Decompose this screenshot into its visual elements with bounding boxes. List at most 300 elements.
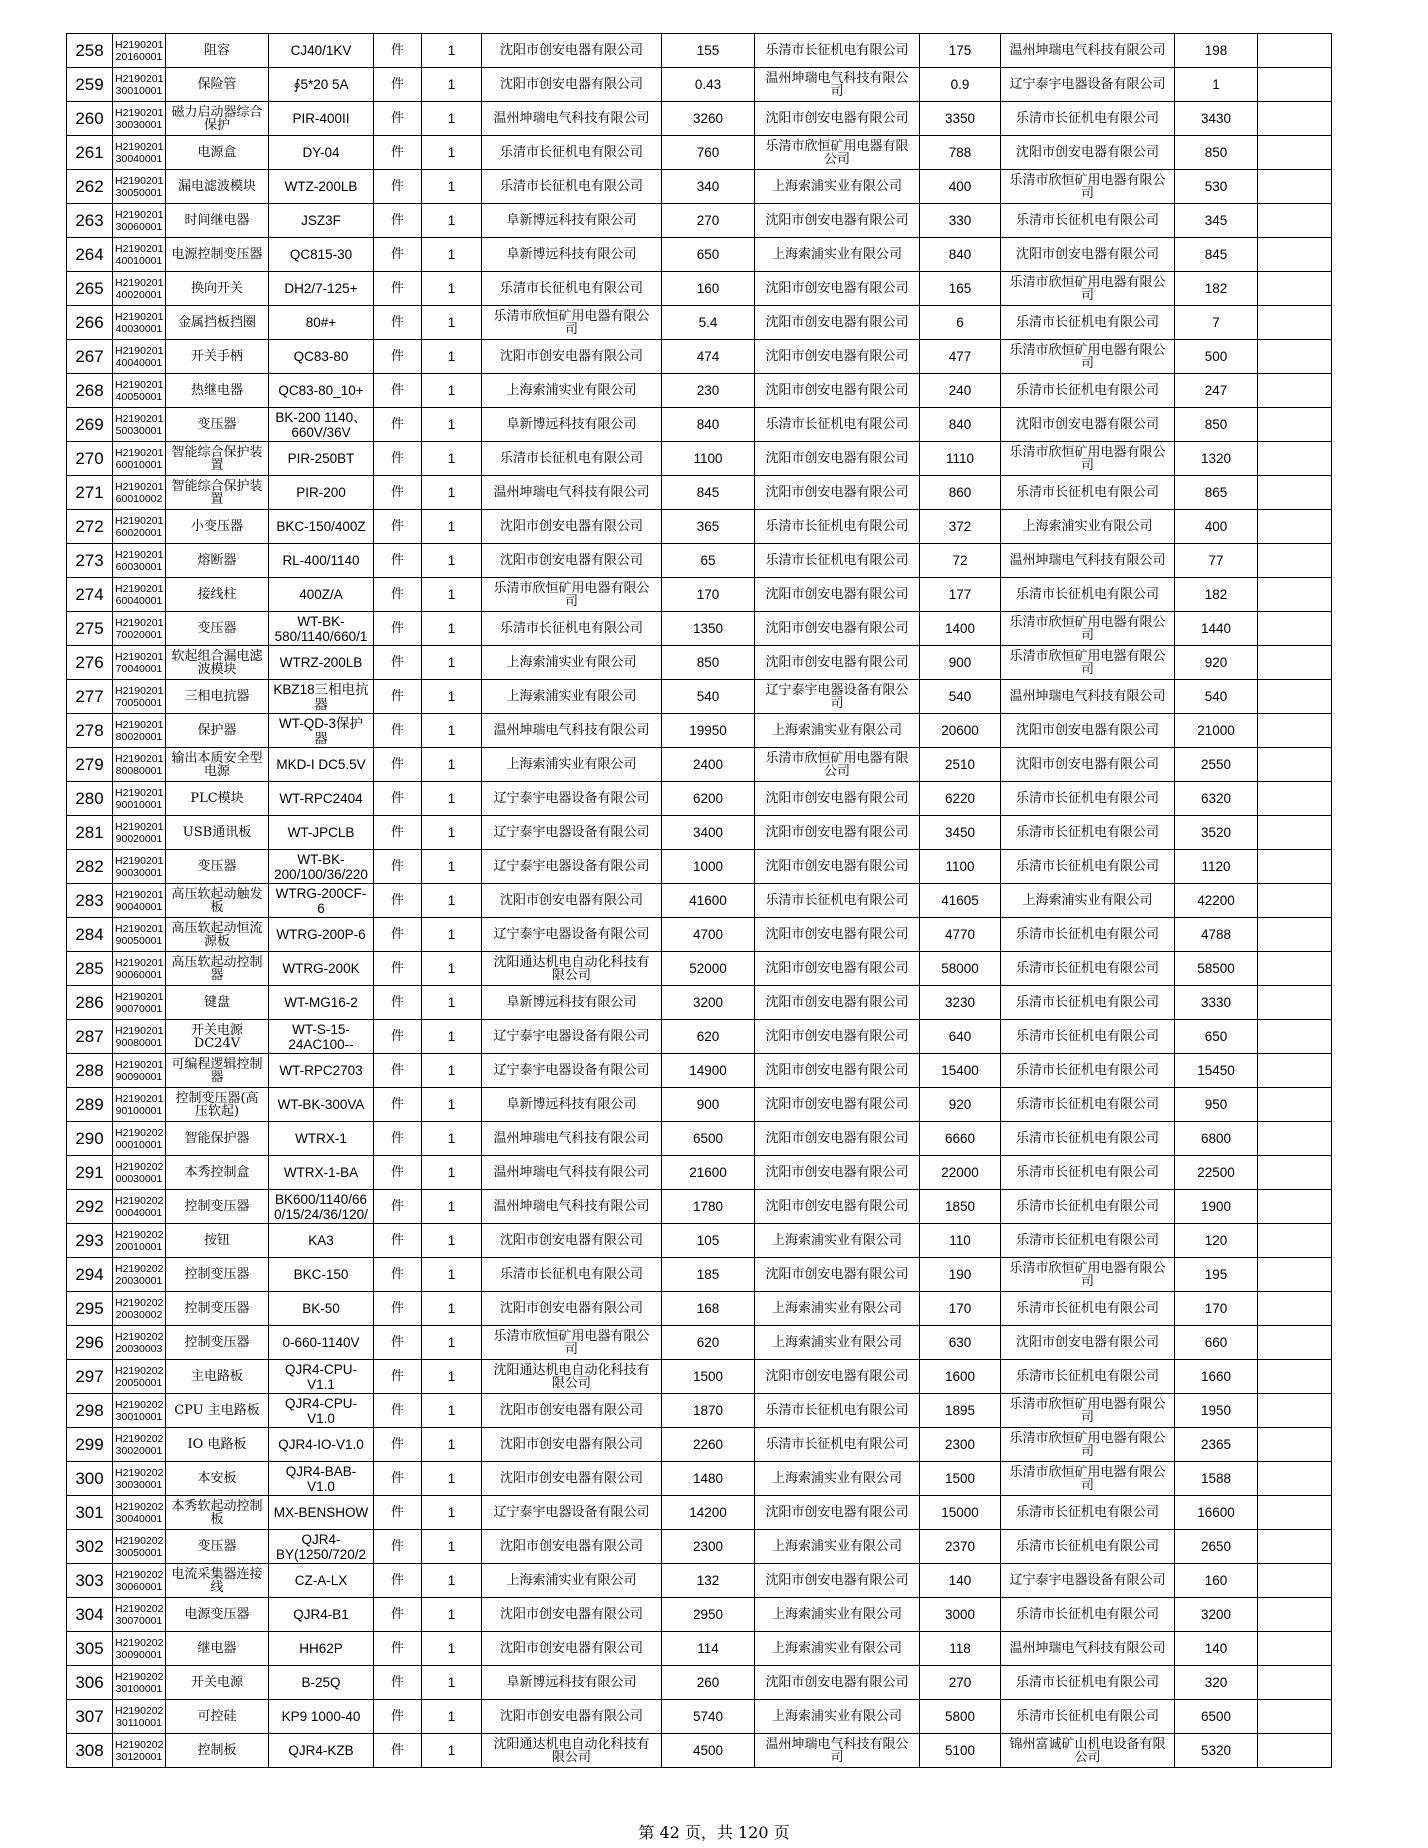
supplier-3-cell: 辽宁泰宇电器设备有限公司 (1001, 1564, 1175, 1598)
model-spec-cell: WTRZ-200LB (269, 646, 374, 680)
remark-cell (1258, 1700, 1332, 1734)
table-row (67, 442, 1332, 476)
unit-cell: 件 (374, 408, 422, 442)
supplier-3-cell: 温州坤瑞电气科技有限公司 (1001, 1632, 1175, 1666)
price-1-cell: 168 (662, 1292, 755, 1326)
row-number-cell: 277 (67, 680, 113, 714)
supplier-3-cell: 辽宁泰宇电器设备有限公司 (1001, 68, 1175, 102)
supplier-2-cell: 沈阳市创安电器有限公司 (755, 442, 920, 476)
price-2-cell: 22000 (920, 1156, 1001, 1190)
price-3-cell: 540 (1175, 680, 1258, 714)
remark-cell (1258, 544, 1332, 578)
price-3-cell: 1320 (1175, 442, 1258, 476)
supplier-2-cell: 沈阳市创安电器有限公司 (755, 306, 920, 340)
price-1-cell: 132 (662, 1564, 755, 1598)
supplier-3-cell: 乐清市长征机电有限公司 (1001, 374, 1175, 408)
table-row (67, 850, 1332, 884)
material-code-cell: H2190201 70020001 (113, 612, 166, 646)
supplier-1-cell: 沈阳市创安电器有限公司 (482, 1598, 662, 1632)
model-spec-cell: PIR-200 (269, 476, 374, 510)
supplier-2-cell: 沈阳市创安电器有限公司 (755, 646, 920, 680)
model-spec-cell: WT-BK- 200/100/36/220 (269, 850, 374, 884)
price-3-cell: 22500 (1175, 1156, 1258, 1190)
price-1-cell: 2300 (662, 1530, 755, 1564)
price-2-cell: 140 (920, 1564, 1001, 1598)
price-2-cell: 5800 (920, 1700, 1001, 1734)
unit-cell: 件 (374, 578, 422, 612)
price-1-cell: 170 (662, 578, 755, 612)
remark-cell (1258, 1666, 1332, 1700)
supplier-3-cell: 沈阳市创安电器有限公司 (1001, 748, 1175, 782)
table-row (67, 1598, 1332, 1632)
unit-cell: 件 (374, 170, 422, 204)
quantity-cell: 1 (422, 952, 482, 986)
row-number-cell: 282 (67, 850, 113, 884)
price-2-cell: 640 (920, 1020, 1001, 1054)
remark-cell (1258, 170, 1332, 204)
price-2-cell: 330 (920, 204, 1001, 238)
material-name-cell: 高压软起动恒流 源板 (166, 918, 269, 952)
unit-cell: 件 (374, 272, 422, 306)
price-2-cell: 15400 (920, 1054, 1001, 1088)
table-row (67, 1054, 1332, 1088)
supplier-1-cell: 辽宁泰宇电器设备有限公司 (482, 918, 662, 952)
table-row (67, 612, 1332, 646)
price-1-cell: 41600 (662, 884, 755, 918)
supplier-1-cell: 沈阳市创安电器有限公司 (482, 340, 662, 374)
unit-cell: 件 (374, 816, 422, 850)
remark-cell (1258, 136, 1332, 170)
table-row (67, 544, 1332, 578)
table-row (67, 1462, 1332, 1496)
supplier-2-cell: 温州坤瑞电气科技有限公 司 (755, 1734, 920, 1768)
material-code-cell: H2190201 30030001 (113, 102, 166, 136)
unit-cell: 件 (374, 1564, 422, 1598)
quantity-cell: 1 (422, 340, 482, 374)
table-body (67, 34, 1332, 1768)
row-number-cell: 292 (67, 1190, 113, 1224)
material-name-cell: 开关电源 DC24V (166, 1020, 269, 1054)
row-number-cell: 295 (67, 1292, 113, 1326)
price-1-cell: 365 (662, 510, 755, 544)
quantity-cell: 1 (422, 646, 482, 680)
price-3-cell: 3330 (1175, 986, 1258, 1020)
supplier-2-cell: 温州坤瑞电气科技有限公 司 (755, 68, 920, 102)
remark-cell (1258, 748, 1332, 782)
model-spec-cell: KP9 1000-40 (269, 1700, 374, 1734)
supplier-1-cell: 沈阳市创安电器有限公司 (482, 544, 662, 578)
unit-cell: 件 (374, 1156, 422, 1190)
price-2-cell: 270 (920, 1666, 1001, 1700)
remark-cell (1258, 1394, 1332, 1428)
supplier-3-cell: 沈阳市创安电器有限公司 (1001, 714, 1175, 748)
supplier-2-cell: 沈阳市创安电器有限公司 (755, 952, 920, 986)
table-row (67, 272, 1332, 306)
price-1-cell: 230 (662, 374, 755, 408)
supplier-3-cell: 乐清市欣恒矿用电器有限公 司 (1001, 340, 1175, 374)
price-3-cell: 400 (1175, 510, 1258, 544)
supplier-3-cell: 温州坤瑞电气科技有限公司 (1001, 544, 1175, 578)
quantity-cell: 1 (422, 204, 482, 238)
row-number-cell: 279 (67, 748, 113, 782)
material-code-cell: H2190201 60040001 (113, 578, 166, 612)
price-2-cell: 1600 (920, 1360, 1001, 1394)
row-number-cell: 270 (67, 442, 113, 476)
unit-cell: 件 (374, 612, 422, 646)
material-name-cell: 热继电器 (166, 374, 269, 408)
supplier-2-cell: 沈阳市创安电器有限公司 (755, 1666, 920, 1700)
model-spec-cell: BK-50 (269, 1292, 374, 1326)
quantity-cell: 1 (422, 34, 482, 68)
unit-cell: 件 (374, 714, 422, 748)
material-code-cell: H2190202 30010001 (113, 1394, 166, 1428)
supplier-2-cell: 上海索浦实业有限公司 (755, 1224, 920, 1258)
price-3-cell: 42200 (1175, 884, 1258, 918)
material-code-cell: H2190202 20030002 (113, 1292, 166, 1326)
model-spec-cell: WT-MG16-2 (269, 986, 374, 1020)
price-1-cell: 620 (662, 1326, 755, 1360)
unit-cell: 件 (374, 1360, 422, 1394)
supplier-3-cell: 乐清市长征机电有限公司 (1001, 1054, 1175, 1088)
row-number-cell: 259 (67, 68, 113, 102)
model-spec-cell: WTZ-200LB (269, 170, 374, 204)
price-3-cell: 182 (1175, 272, 1258, 306)
price-3-cell: 530 (1175, 170, 1258, 204)
table-row (67, 646, 1332, 680)
table-row (67, 1224, 1332, 1258)
table-row (67, 986, 1332, 1020)
material-code-cell: H2190202 30030001 (113, 1462, 166, 1496)
supplier-3-cell: 乐清市长征机电有限公司 (1001, 1666, 1175, 1700)
material-name-cell: 漏电滤波模块 (166, 170, 269, 204)
unit-cell: 件 (374, 850, 422, 884)
remark-cell (1258, 714, 1332, 748)
supplier-3-cell: 乐清市长征机电有限公司 (1001, 1088, 1175, 1122)
price-2-cell: 20600 (920, 714, 1001, 748)
price-2-cell: 72 (920, 544, 1001, 578)
remark-cell (1258, 1462, 1332, 1496)
supplier-2-cell: 乐清市长征机电有限公司 (755, 1428, 920, 1462)
price-2-cell: 6220 (920, 782, 1001, 816)
price-1-cell: 760 (662, 136, 755, 170)
price-1-cell: 4500 (662, 1734, 755, 1768)
model-spec-cell: BKC-150 (269, 1258, 374, 1292)
supplier-2-cell: 沈阳市创安电器有限公司 (755, 918, 920, 952)
price-3-cell: 5320 (1175, 1734, 1258, 1768)
supplier-1-cell: 沈阳市创安电器有限公司 (482, 1394, 662, 1428)
table-row (67, 238, 1332, 272)
price-3-cell: 500 (1175, 340, 1258, 374)
price-3-cell: 170 (1175, 1292, 1258, 1326)
table-row (67, 1156, 1332, 1190)
supplier-2-cell: 沈阳市创安电器有限公司 (755, 612, 920, 646)
price-3-cell: 6500 (1175, 1700, 1258, 1734)
material-name-cell: 高压软起动触发 板 (166, 884, 269, 918)
model-spec-cell: CJ40/1KV (269, 34, 374, 68)
unit-cell: 件 (374, 102, 422, 136)
price-3-cell: 1588 (1175, 1462, 1258, 1496)
table-row (67, 204, 1332, 238)
material-code-cell: H2190201 60020001 (113, 510, 166, 544)
price-2-cell: 2370 (920, 1530, 1001, 1564)
quantity-cell: 1 (422, 1292, 482, 1326)
price-3-cell: 1950 (1175, 1394, 1258, 1428)
row-number-cell: 285 (67, 952, 113, 986)
quantity-cell: 1 (422, 170, 482, 204)
remark-cell (1258, 102, 1332, 136)
model-spec-cell: WT-BK-300VA (269, 1088, 374, 1122)
unit-cell: 件 (374, 1224, 422, 1258)
material-name-cell: 高压软起动控制 器 (166, 952, 269, 986)
material-code-cell: H2190201 90100001 (113, 1088, 166, 1122)
row-number-cell: 301 (67, 1496, 113, 1530)
supplier-3-cell: 乐清市长征机电有限公司 (1001, 1530, 1175, 1564)
table-row (67, 884, 1332, 918)
remark-cell (1258, 408, 1332, 442)
price-3-cell: 21000 (1175, 714, 1258, 748)
price-3-cell: 920 (1175, 646, 1258, 680)
price-1-cell: 21600 (662, 1156, 755, 1190)
model-spec-cell: 80#+ (269, 306, 374, 340)
model-spec-cell: WTRG-200K (269, 952, 374, 986)
price-1-cell: 5.4 (662, 306, 755, 340)
material-code-cell: H2190202 30100001 (113, 1666, 166, 1700)
unit-cell: 件 (374, 1258, 422, 1292)
price-3-cell: 660 (1175, 1326, 1258, 1360)
supplier-1-cell: 辽宁泰宇电器设备有限公司 (482, 1496, 662, 1530)
quantity-cell: 1 (422, 1632, 482, 1666)
price-2-cell: 165 (920, 272, 1001, 306)
model-spec-cell: B-25Q (269, 1666, 374, 1700)
unit-cell: 件 (374, 1734, 422, 1768)
quantity-cell: 1 (422, 1190, 482, 1224)
price-2-cell: 190 (920, 1258, 1001, 1292)
unit-cell: 件 (374, 952, 422, 986)
price-2-cell: 1400 (920, 612, 1001, 646)
unit-cell: 件 (374, 1190, 422, 1224)
model-spec-cell: DY-04 (269, 136, 374, 170)
price-1-cell: 2400 (662, 748, 755, 782)
price-3-cell: 650 (1175, 1020, 1258, 1054)
table-row (67, 408, 1332, 442)
row-number-cell: 262 (67, 170, 113, 204)
supplier-1-cell: 乐清市欣恒矿用电器有限公 司 (482, 1326, 662, 1360)
model-spec-cell: WT-RPC2703 (269, 1054, 374, 1088)
remark-cell (1258, 1496, 1332, 1530)
supplier-2-cell: 沈阳市创安电器有限公司 (755, 1088, 920, 1122)
remark-cell (1258, 612, 1332, 646)
price-3-cell: 120 (1175, 1224, 1258, 1258)
supplier-3-cell: 乐清市长征机电有限公司 (1001, 816, 1175, 850)
unit-cell: 件 (374, 1326, 422, 1360)
material-name-cell: 键盘 (166, 986, 269, 1020)
material-code-cell: H2190201 90080001 (113, 1020, 166, 1054)
supplier-1-cell: 辽宁泰宇电器设备有限公司 (482, 850, 662, 884)
price-1-cell: 900 (662, 1088, 755, 1122)
material-code-cell: H2190201 60030001 (113, 544, 166, 578)
unit-cell: 件 (374, 544, 422, 578)
model-spec-cell: QC83-80 (269, 340, 374, 374)
page-footer: 第 42 页，共 120 页 (638, 1823, 790, 1842)
supplier-1-cell: 沈阳市创安电器有限公司 (482, 1632, 662, 1666)
remark-cell (1258, 1020, 1332, 1054)
material-name-cell: USB通讯板 (166, 816, 269, 850)
material-name-cell: 控制变压器 (166, 1190, 269, 1224)
remark-cell (1258, 986, 1332, 1020)
material-code-cell: H2190202 20050001 (113, 1360, 166, 1394)
supplier-2-cell: 沈阳市创安电器有限公司 (755, 816, 920, 850)
supplier-1-cell: 辽宁泰宇电器设备有限公司 (482, 816, 662, 850)
supplier-1-cell: 沈阳通达机电自动化科技有 限公司 (482, 1360, 662, 1394)
material-name-cell: 智能综合保护装 置 (166, 442, 269, 476)
material-code-cell: H2190201 80080001 (113, 748, 166, 782)
quantity-cell: 1 (422, 1598, 482, 1632)
price-2-cell: 400 (920, 170, 1001, 204)
remark-cell (1258, 476, 1332, 510)
table-row (67, 1326, 1332, 1360)
price-3-cell: 182 (1175, 578, 1258, 612)
unit-cell: 件 (374, 1292, 422, 1326)
supplier-2-cell: 沈阳市创安电器有限公司 (755, 850, 920, 884)
model-spec-cell: WTRG-200P-6 (269, 918, 374, 952)
table-row (67, 34, 1332, 68)
table-row (67, 952, 1332, 986)
unit-cell: 件 (374, 340, 422, 374)
supplier-2-cell: 乐清市长征机电有限公司 (755, 1394, 920, 1428)
remark-cell (1258, 1156, 1332, 1190)
material-code-cell: H2190201 30060001 (113, 204, 166, 238)
material-code-cell: H2190202 00030001 (113, 1156, 166, 1190)
remark-cell (1258, 578, 1332, 612)
price-1-cell: 14900 (662, 1054, 755, 1088)
price-1-cell: 474 (662, 340, 755, 374)
model-spec-cell: QC815-30 (269, 238, 374, 272)
material-name-cell: 智能保护器 (166, 1122, 269, 1156)
row-number-cell: 291 (67, 1156, 113, 1190)
price-1-cell: 2260 (662, 1428, 755, 1462)
model-spec-cell: MX-BENSHOW (269, 1496, 374, 1530)
price-1-cell: 1870 (662, 1394, 755, 1428)
table-row (67, 340, 1332, 374)
price-3-cell: 16600 (1175, 1496, 1258, 1530)
supplier-2-cell: 沈阳市创安电器有限公司 (755, 272, 920, 306)
remark-cell (1258, 1428, 1332, 1462)
unit-cell: 件 (374, 1496, 422, 1530)
price-2-cell: 240 (920, 374, 1001, 408)
model-spec-cell: JSZ3F (269, 204, 374, 238)
row-number-cell: 264 (67, 238, 113, 272)
price-3-cell: 1900 (1175, 1190, 1258, 1224)
row-number-cell: 267 (67, 340, 113, 374)
row-number-cell: 268 (67, 374, 113, 408)
supplier-1-cell: 乐清市长征机电有限公司 (482, 612, 662, 646)
price-1-cell: 14200 (662, 1496, 755, 1530)
remark-cell (1258, 1632, 1332, 1666)
supplier-2-cell: 沈阳市创安电器有限公司 (755, 1258, 920, 1292)
supplier-3-cell: 温州坤瑞电气科技有限公司 (1001, 680, 1175, 714)
price-3-cell: 3430 (1175, 102, 1258, 136)
unit-cell: 件 (374, 782, 422, 816)
material-name-cell: 软起组合漏电滤 波模块 (166, 646, 269, 680)
remark-cell (1258, 1292, 1332, 1326)
quantity-cell: 1 (422, 816, 482, 850)
remark-cell (1258, 918, 1332, 952)
unit-cell: 件 (374, 510, 422, 544)
supplier-1-cell: 沈阳市创安电器有限公司 (482, 1530, 662, 1564)
price-1-cell: 3200 (662, 986, 755, 1020)
material-code-cell: H2190201 20160001 (113, 34, 166, 68)
material-code-cell: H2190202 30020001 (113, 1428, 166, 1462)
material-code-cell: H2190201 40020001 (113, 272, 166, 306)
model-spec-cell: BKC-150/400Z (269, 510, 374, 544)
remark-cell (1258, 1054, 1332, 1088)
table-row (67, 1122, 1332, 1156)
supplier-3-cell: 乐清市长征机电有限公司 (1001, 1224, 1175, 1258)
model-spec-cell: PIR-400II (269, 102, 374, 136)
material-name-cell: 三相电抗器 (166, 680, 269, 714)
supplier-3-cell: 乐清市长征机电有限公司 (1001, 306, 1175, 340)
quantity-cell: 1 (422, 68, 482, 102)
row-number-cell: 274 (67, 578, 113, 612)
material-name-cell: 控制变压器 (166, 1326, 269, 1360)
table-row (67, 170, 1332, 204)
quantity-cell: 1 (422, 272, 482, 306)
quantity-cell: 1 (422, 680, 482, 714)
material-code-cell: H2190202 30110001 (113, 1700, 166, 1734)
supplier-3-cell: 乐清市长征机电有限公司 (1001, 476, 1175, 510)
row-number-cell: 307 (67, 1700, 113, 1734)
material-name-cell: 按钮 (166, 1224, 269, 1258)
model-spec-cell: DH2/7-125+ (269, 272, 374, 306)
supplier-2-cell: 上海索浦实业有限公司 (755, 1530, 920, 1564)
price-2-cell: 1100 (920, 850, 1001, 884)
supplier-1-cell: 上海索浦实业有限公司 (482, 680, 662, 714)
row-number-cell: 269 (67, 408, 113, 442)
price-1-cell: 845 (662, 476, 755, 510)
price-3-cell: 1440 (1175, 612, 1258, 646)
material-code-cell: H2190202 20010001 (113, 1224, 166, 1258)
price-2-cell: 175 (920, 34, 1001, 68)
remark-cell (1258, 1122, 1332, 1156)
material-code-cell: H2190202 30050001 (113, 1530, 166, 1564)
material-code-cell: H2190202 20030001 (113, 1258, 166, 1292)
unit-cell: 件 (374, 1530, 422, 1564)
material-name-cell: 变压器 (166, 850, 269, 884)
price-1-cell: 850 (662, 646, 755, 680)
supplier-3-cell: 乐清市长征机电有限公司 (1001, 1360, 1175, 1394)
supplier-2-cell: 乐清市长征机电有限公司 (755, 408, 920, 442)
remark-cell (1258, 1360, 1332, 1394)
supplier-3-cell: 乐清市欣恒矿用电器有限公 司 (1001, 1394, 1175, 1428)
price-1-cell: 6500 (662, 1122, 755, 1156)
price-1-cell: 1100 (662, 442, 755, 476)
row-number-cell: 297 (67, 1360, 113, 1394)
price-3-cell: 140 (1175, 1632, 1258, 1666)
supplier-1-cell: 阜新博远科技有限公司 (482, 238, 662, 272)
row-number-cell: 300 (67, 1462, 113, 1496)
quantity-cell: 1 (422, 1530, 482, 1564)
price-2-cell: 3000 (920, 1598, 1001, 1632)
material-name-cell: IO 电路板 (166, 1428, 269, 1462)
material-name-cell: 变压器 (166, 612, 269, 646)
supplier-2-cell: 沈阳市创安电器有限公司 (755, 1020, 920, 1054)
unit-cell: 件 (374, 748, 422, 782)
price-2-cell: 788 (920, 136, 1001, 170)
material-name-cell: 变压器 (166, 1530, 269, 1564)
supplier-3-cell: 乐清市欣恒矿用电器有限公 司 (1001, 1258, 1175, 1292)
row-number-cell: 263 (67, 204, 113, 238)
row-number-cell: 303 (67, 1564, 113, 1598)
